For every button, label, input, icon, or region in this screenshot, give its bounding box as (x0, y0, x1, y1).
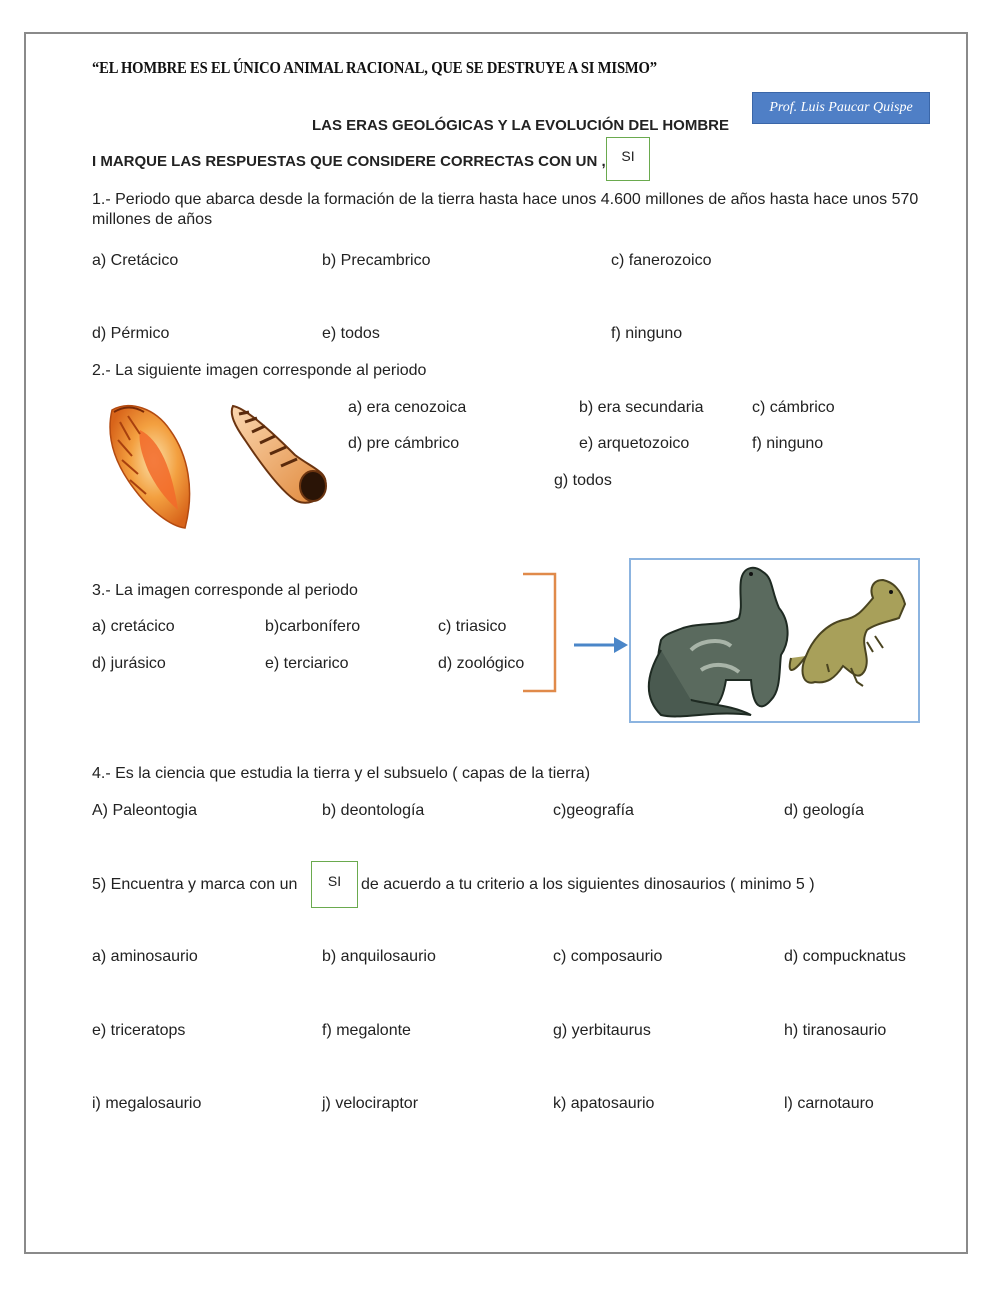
q1-option-e[interactable]: e) todos (322, 325, 380, 342)
q5-option-e[interactable]: e) triceratops (92, 1022, 186, 1039)
q2-option-f[interactable]: f) ninguno (752, 435, 824, 452)
q5-question-start: 5) Encuentra y marca con un (92, 876, 298, 893)
q3-option-d[interactable]: d) jurásico (92, 655, 166, 672)
q1-option-f[interactable]: f) ninguno (611, 325, 683, 342)
instruction-text: I MARQUE LAS RESPUESTAS QUE CONSIDERE CORRECTAS CON UN , (92, 153, 606, 170)
q5-option-k[interactable]: k) apatosaurio (553, 1095, 655, 1112)
q2-option-g[interactable]: g) todos (554, 472, 612, 489)
q1-question: 1.- Periodo que abarca desde la formación de la tierra hasta hace unos 4.600 millones de años hasta hace unos 570 millones de años (92, 191, 919, 228)
q2-option-c[interactable]: c) cámbrico (752, 399, 835, 416)
q4-option-a[interactable]: A) Paleontogia (92, 802, 197, 819)
q3-option-e[interactable]: e) terciarico (265, 655, 349, 672)
q3-question: 3.- La imagen corresponde al periodo (92, 582, 358, 599)
q5-option-c[interactable]: c) composaurio (553, 948, 663, 965)
q5-option-j[interactable]: j) velociraptor (322, 1095, 419, 1112)
q1-option-a[interactable]: a) Cretácico (92, 252, 179, 269)
q5-option-h[interactable]: h) tiranosaurio (784, 1022, 887, 1039)
q5-question-end: de acuerdo a tu criterio a los siguientes dinosaurios ( minimo 5 ) (361, 876, 815, 893)
q4-option-c[interactable]: c)geografía (553, 802, 634, 819)
q1-option-d[interactable]: d) Pérmico (92, 325, 170, 342)
q4-option-d[interactable]: d) geología (784, 802, 865, 819)
q2-option-a[interactable]: a) era cenozoica (348, 399, 467, 416)
worksheet-title: LAS ERAS GEOLÓGICAS Y LA EVOLUCIÓN DEL HOMBRE (312, 117, 729, 134)
mark-checkbox-q5[interactable]: SI (311, 861, 358, 908)
bracket-shape (515, 570, 565, 695)
q5-option-f[interactable]: f) megalonte (322, 1022, 411, 1039)
q4-question: 4.- Es la ciencia que estudia la tierra y el subsuelo ( capas de la tierra) (92, 765, 591, 782)
q3-option-f[interactable]: d) zoológico (438, 655, 525, 672)
arrow-right-icon (572, 634, 630, 656)
q2-option-b[interactable]: b) era secundaria (579, 399, 704, 416)
dinosaur-image-frame (629, 558, 920, 723)
seashell-conch-image (100, 400, 200, 535)
q4-option-b[interactable]: b) deontología (322, 802, 425, 819)
mark-checkbox-example[interactable]: SI (606, 137, 650, 181)
header-quote: “EL HOMBRE ES EL ÚNICO ANIMAL RACIONAL, QUE SE DESTRUYE A SI MISMO” (92, 58, 657, 77)
q3-option-b[interactable]: b)carbonífero (265, 618, 361, 635)
q1-option-c[interactable]: c) fanerozoico (611, 252, 712, 269)
q3-option-c[interactable]: c) triasico (438, 618, 507, 635)
q5-option-l[interactable]: l) carnotauro (784, 1095, 874, 1112)
author-badge: Prof. Luis Paucar Quispe (752, 92, 930, 124)
q2-option-d[interactable]: d) pre cámbrico (348, 435, 460, 452)
q2-option-e[interactable]: e) arquetozoico (579, 435, 690, 452)
q5-option-b[interactable]: b) anquilosaurio (322, 948, 436, 965)
sauropod-dinosaur-image (631, 560, 918, 721)
q3-option-a[interactable]: a) cretácico (92, 618, 175, 635)
q5-option-g[interactable]: g) yerbitaurus (553, 1022, 651, 1039)
q1-option-b[interactable]: b) Precambrico (322, 252, 431, 269)
seashell-spiral-image (225, 400, 335, 510)
q5-option-a[interactable]: a) aminosaurio (92, 948, 198, 965)
q5-option-i[interactable]: i) megalosaurio (92, 1095, 202, 1112)
q2-question: 2.- La siguiente imagen corresponde al periodo (92, 362, 427, 379)
q5-option-d[interactable]: d) compucknatus (784, 948, 906, 965)
